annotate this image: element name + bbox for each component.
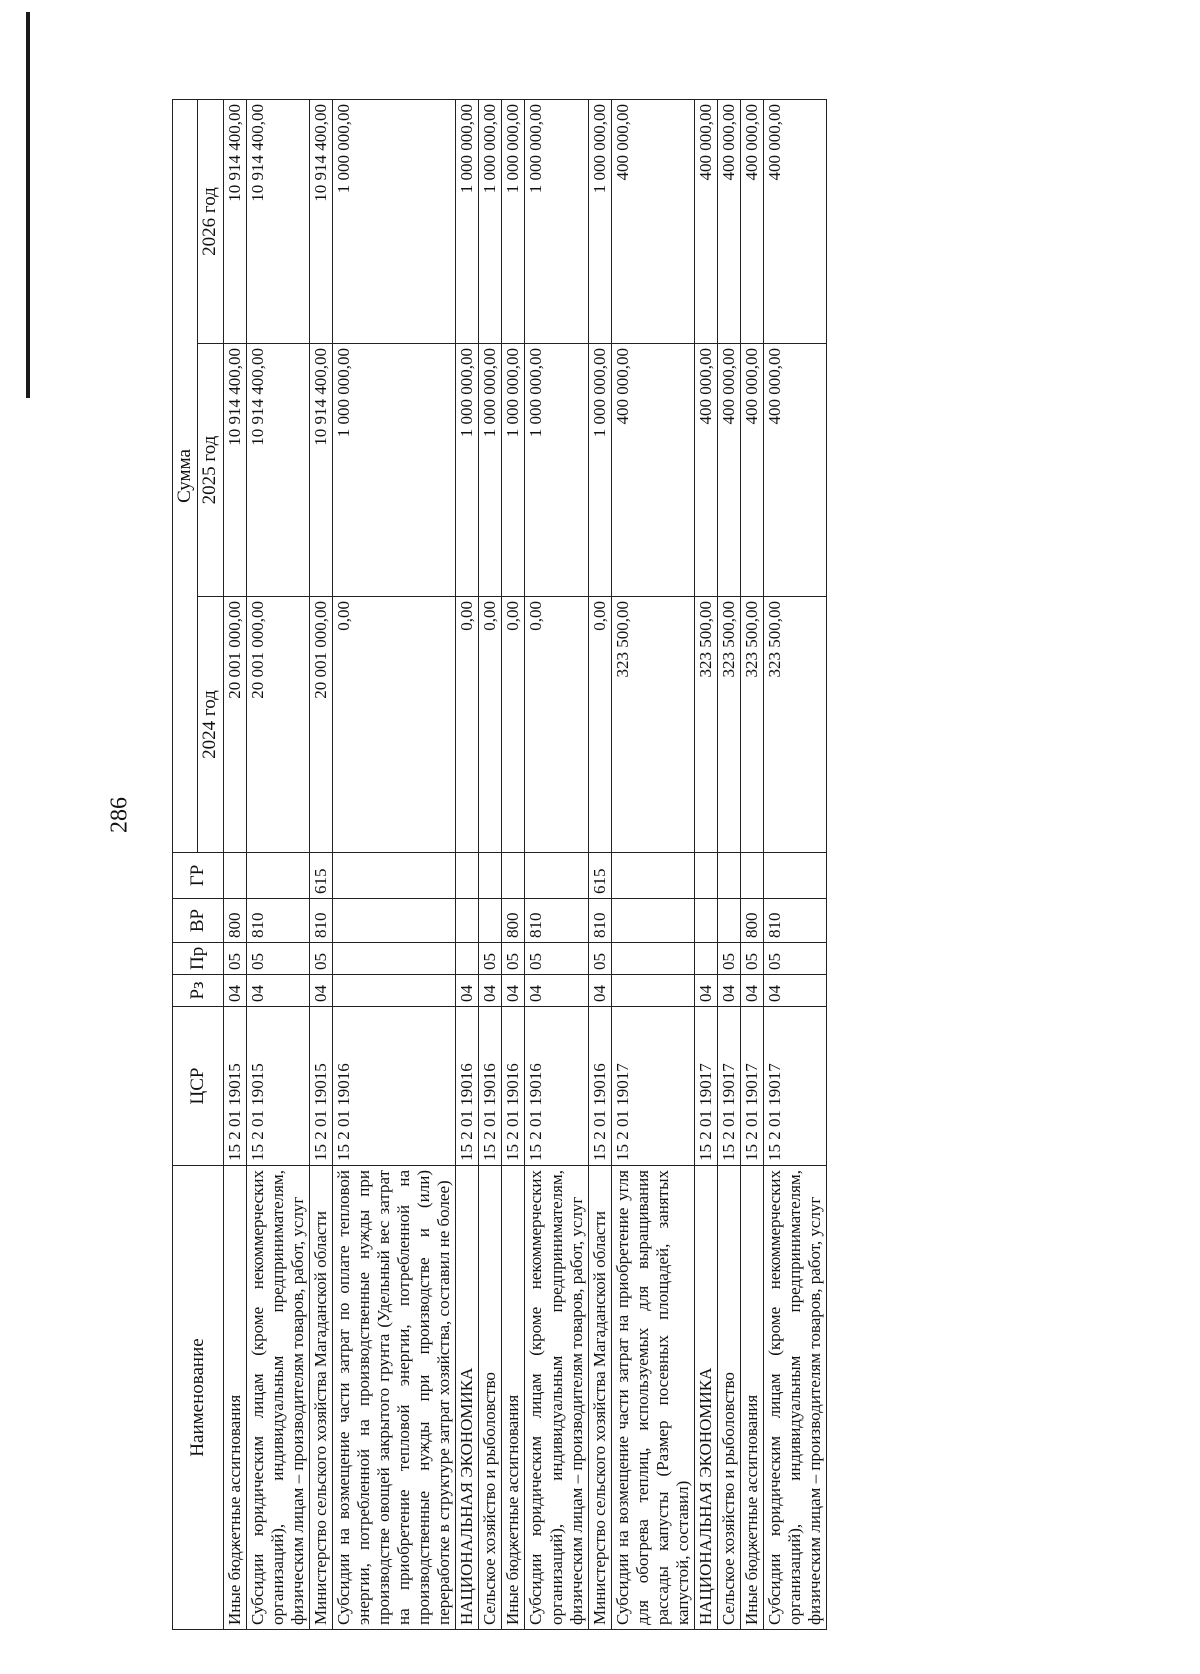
header-year-2026: 2026 год [198, 100, 223, 344]
cell-csr: 15 2 01 19017 [611, 1007, 694, 1166]
cell-vr: 810 [763, 899, 826, 943]
cell-amount-2025: 400 000,00 [763, 344, 826, 597]
cell-rz: 04 [717, 975, 740, 1007]
cell-amount-2025: 10 914 400,00 [310, 344, 333, 597]
cell-csr: 15 2 01 19017 [740, 1007, 763, 1166]
cell-rz: 04 [223, 975, 246, 1007]
cell-vr [479, 899, 502, 943]
header-year-2024: 2024 год [198, 597, 223, 853]
cell-csr: 15 2 01 19016 [588, 1007, 611, 1166]
cell-gr [611, 853, 694, 899]
cell-amount-2024: 323 500,00 [694, 597, 717, 853]
header-year-2025: 2025 год [198, 344, 223, 597]
cell-pr: 05 [717, 943, 740, 975]
cell-csr: 15 2 01 19016 [479, 1007, 502, 1166]
cell-pr: 05 [246, 943, 309, 975]
cell-pr [456, 943, 479, 975]
cell-rz: 04 [310, 975, 333, 1007]
cell-amount-2025: 1 000 000,00 [525, 344, 588, 597]
cell-pr: 05 [740, 943, 763, 975]
cell-vr [611, 899, 694, 943]
cell-name: НАЦИОНАЛЬНАЯ ЭКОНОМИКА [456, 1166, 479, 1630]
cell-rz: 04 [246, 975, 309, 1007]
cell-amount-2026: 1 000 000,00 [333, 100, 456, 344]
cell-amount-2024: 323 500,00 [740, 597, 763, 853]
cell-gr [223, 853, 246, 899]
cell-amount-2024: 20 001 000,00 [310, 597, 333, 853]
cell-amount-2026: 10 914 400,00 [223, 100, 246, 344]
cell-pr: 05 [588, 943, 611, 975]
cell-vr: 800 [740, 899, 763, 943]
cell-name: Субсидии на возмещение части затрат по оплате тепловой энергии, потребленной на производственные нужды при производстве овощей закрытого грунта (Удельный вес затрат на приобретение тепловой энергии, потребленной на производственные нужды при производстве и (или) переработке в структуре затрат хозяйства, составил не более) [333, 1166, 456, 1630]
cell-pr [333, 943, 456, 975]
cell-pr [611, 943, 694, 975]
table-row [588, 100, 611, 1630]
cell-rz [611, 975, 694, 1007]
table-row [717, 100, 740, 1630]
cell-gr [694, 853, 717, 899]
cell-vr: 800 [223, 899, 246, 943]
cell-gr [479, 853, 502, 899]
header-name: Наименование [173, 1166, 224, 1630]
rotated-table-container [172, 100, 1077, 1630]
header-sum: Сумма [173, 100, 198, 853]
header-vr: ВР [173, 899, 224, 943]
table-row [479, 100, 502, 1630]
cell-csr: 15 2 01 19016 [525, 1007, 588, 1166]
cell-amount-2026: 1 000 000,00 [456, 100, 479, 344]
cell-rz: 04 [694, 975, 717, 1007]
cell-amount-2024: 323 500,00 [763, 597, 826, 853]
cell-rz: 04 [502, 975, 525, 1007]
cell-amount-2025: 10 914 400,00 [223, 344, 246, 597]
table-row [456, 100, 479, 1630]
cell-name: Иные бюджетные ассигнования [223, 1166, 246, 1630]
cell-amount-2025: 1 000 000,00 [333, 344, 456, 597]
cell-csr: 15 2 01 19015 [246, 1007, 309, 1166]
cell-vr [694, 899, 717, 943]
table-row [611, 100, 694, 1630]
cell-amount-2024: 0,00 [479, 597, 502, 853]
table-row [502, 100, 525, 1630]
cell-amount-2026: 10 914 400,00 [246, 100, 309, 344]
cell-pr: 05 [502, 943, 525, 975]
table-body [223, 100, 826, 1630]
cell-rz: 04 [763, 975, 826, 1007]
cell-amount-2024: 0,00 [502, 597, 525, 853]
header-rz: Рз [173, 975, 224, 1007]
cell-name: НАЦИОНАЛЬНАЯ ЭКОНОМИКА [694, 1166, 717, 1630]
cell-amount-2025: 1 000 000,00 [456, 344, 479, 597]
cell-gr [763, 853, 826, 899]
cell-amount-2025: 1 000 000,00 [479, 344, 502, 597]
cell-csr: 15 2 01 19016 [456, 1007, 479, 1166]
table-row [223, 100, 246, 1630]
cell-gr: 615 [310, 853, 333, 899]
table-row [740, 100, 763, 1630]
cell-rz: 04 [479, 975, 502, 1007]
cell-amount-2024: 323 500,00 [717, 597, 740, 853]
cell-vr [333, 899, 456, 943]
cell-amount-2025: 400 000,00 [694, 344, 717, 597]
binding-mark [26, 12, 30, 398]
header-pr: Пр [173, 943, 224, 975]
cell-amount-2026: 1 000 000,00 [525, 100, 588, 344]
cell-vr: 810 [310, 899, 333, 943]
cell-csr: 15 2 01 19016 [333, 1007, 456, 1166]
cell-name: Сельское хозяйство и рыболовство [717, 1166, 740, 1630]
cell-rz [333, 975, 456, 1007]
cell-amount-2026: 400 000,00 [611, 100, 694, 344]
cell-pr: 05 [223, 943, 246, 975]
page-number: 286 [106, 797, 133, 833]
cell-amount-2026: 400 000,00 [717, 100, 740, 344]
cell-vr: 810 [525, 899, 588, 943]
cell-name: Иные бюджетные ассигнования [502, 1166, 525, 1630]
cell-amount-2026: 1 000 000,00 [502, 100, 525, 344]
cell-pr: 05 [310, 943, 333, 975]
table-row [694, 100, 717, 1630]
cell-csr: 15 2 01 19017 [694, 1007, 717, 1166]
cell-amount-2024: 20 001 000,00 [246, 597, 309, 853]
cell-csr: 15 2 01 19015 [310, 1007, 333, 1166]
cell-vr: 810 [246, 899, 309, 943]
cell-csr: 15 2 01 19017 [763, 1007, 826, 1166]
cell-pr: 05 [763, 943, 826, 975]
cell-amount-2024: 20 001 000,00 [223, 597, 246, 853]
cell-vr: 800 [502, 899, 525, 943]
cell-amount-2024: 0,00 [525, 597, 588, 853]
cell-name: Субсидии на возмещение части затрат на приобретение угля для обогрева теплиц, используемых для выращивания рассады капусты (Размер посевных площадей, занятых капустой, составил) [611, 1166, 694, 1630]
cell-gr [246, 853, 309, 899]
cell-gr [717, 853, 740, 899]
cell-pr: 05 [525, 943, 588, 975]
cell-amount-2025: 400 000,00 [740, 344, 763, 597]
cell-amount-2025: 1 000 000,00 [502, 344, 525, 597]
cell-name: Субсидии юридическим лицам (кроме некоммерческих организаций), индивидуальным предпринимателям, физическим лицам – производителям товаров, работ, услуг [525, 1166, 588, 1630]
header-gr: ГР [173, 853, 224, 899]
table-row [333, 100, 456, 1630]
cell-amount-2024: 0,00 [333, 597, 456, 853]
cell-amount-2025: 400 000,00 [611, 344, 694, 597]
cell-amount-2024: 323 500,00 [611, 597, 694, 853]
cell-pr [694, 943, 717, 975]
budget-table [172, 99, 827, 1630]
cell-amount-2026: 1 000 000,00 [479, 100, 502, 344]
header-csr: ЦСР [173, 1007, 224, 1166]
cell-csr: 15 2 01 19016 [502, 1007, 525, 1166]
cell-amount-2026: 10 914 400,00 [310, 100, 333, 344]
cell-vr: 810 [588, 899, 611, 943]
cell-rz: 04 [588, 975, 611, 1007]
cell-csr: 15 2 01 19015 [223, 1007, 246, 1166]
cell-name: Министерство сельского хозяйства Магаданской области [588, 1166, 611, 1630]
table-row [525, 100, 588, 1630]
table-header [173, 100, 224, 1630]
cell-rz: 04 [740, 975, 763, 1007]
cell-name: Субсидии юридическим лицам (кроме некоммерческих организаций), индивидуальным предпринимателям, физическим лицам – производителям товаров, работ, услуг [763, 1166, 826, 1630]
cell-vr [456, 899, 479, 943]
table-row [246, 100, 309, 1630]
cell-amount-2025: 400 000,00 [717, 344, 740, 597]
cell-csr: 15 2 01 19017 [717, 1007, 740, 1166]
cell-rz: 04 [456, 975, 479, 1007]
cell-amount-2025: 10 914 400,00 [246, 344, 309, 597]
cell-gr: 615 [588, 853, 611, 899]
cell-name: Сельское хозяйство и рыболовство [479, 1166, 502, 1630]
cell-gr [502, 853, 525, 899]
cell-pr: 05 [479, 943, 502, 975]
cell-amount-2026: 400 000,00 [740, 100, 763, 344]
cell-amount-2025: 1 000 000,00 [588, 344, 611, 597]
cell-amount-2024: 0,00 [456, 597, 479, 853]
cell-amount-2026: 1 000 000,00 [588, 100, 611, 344]
cell-name: Министерство сельского хозяйства Магаданской области [310, 1166, 333, 1630]
cell-gr [333, 853, 456, 899]
cell-gr [740, 853, 763, 899]
cell-amount-2026: 400 000,00 [694, 100, 717, 344]
table-row [310, 100, 333, 1630]
table-row [763, 100, 826, 1630]
cell-amount-2026: 400 000,00 [763, 100, 826, 344]
cell-name: Субсидии юридическим лицам (кроме некоммерческих организаций), индивидуальным предпринимателям, физическим лицам – производителям товаров, работ, услуг [246, 1166, 309, 1630]
cell-rz: 04 [525, 975, 588, 1007]
cell-gr [525, 853, 588, 899]
cell-vr [717, 899, 740, 943]
cell-amount-2024: 0,00 [588, 597, 611, 853]
cell-gr [456, 853, 479, 899]
cell-name: Иные бюджетные ассигнования [740, 1166, 763, 1630]
